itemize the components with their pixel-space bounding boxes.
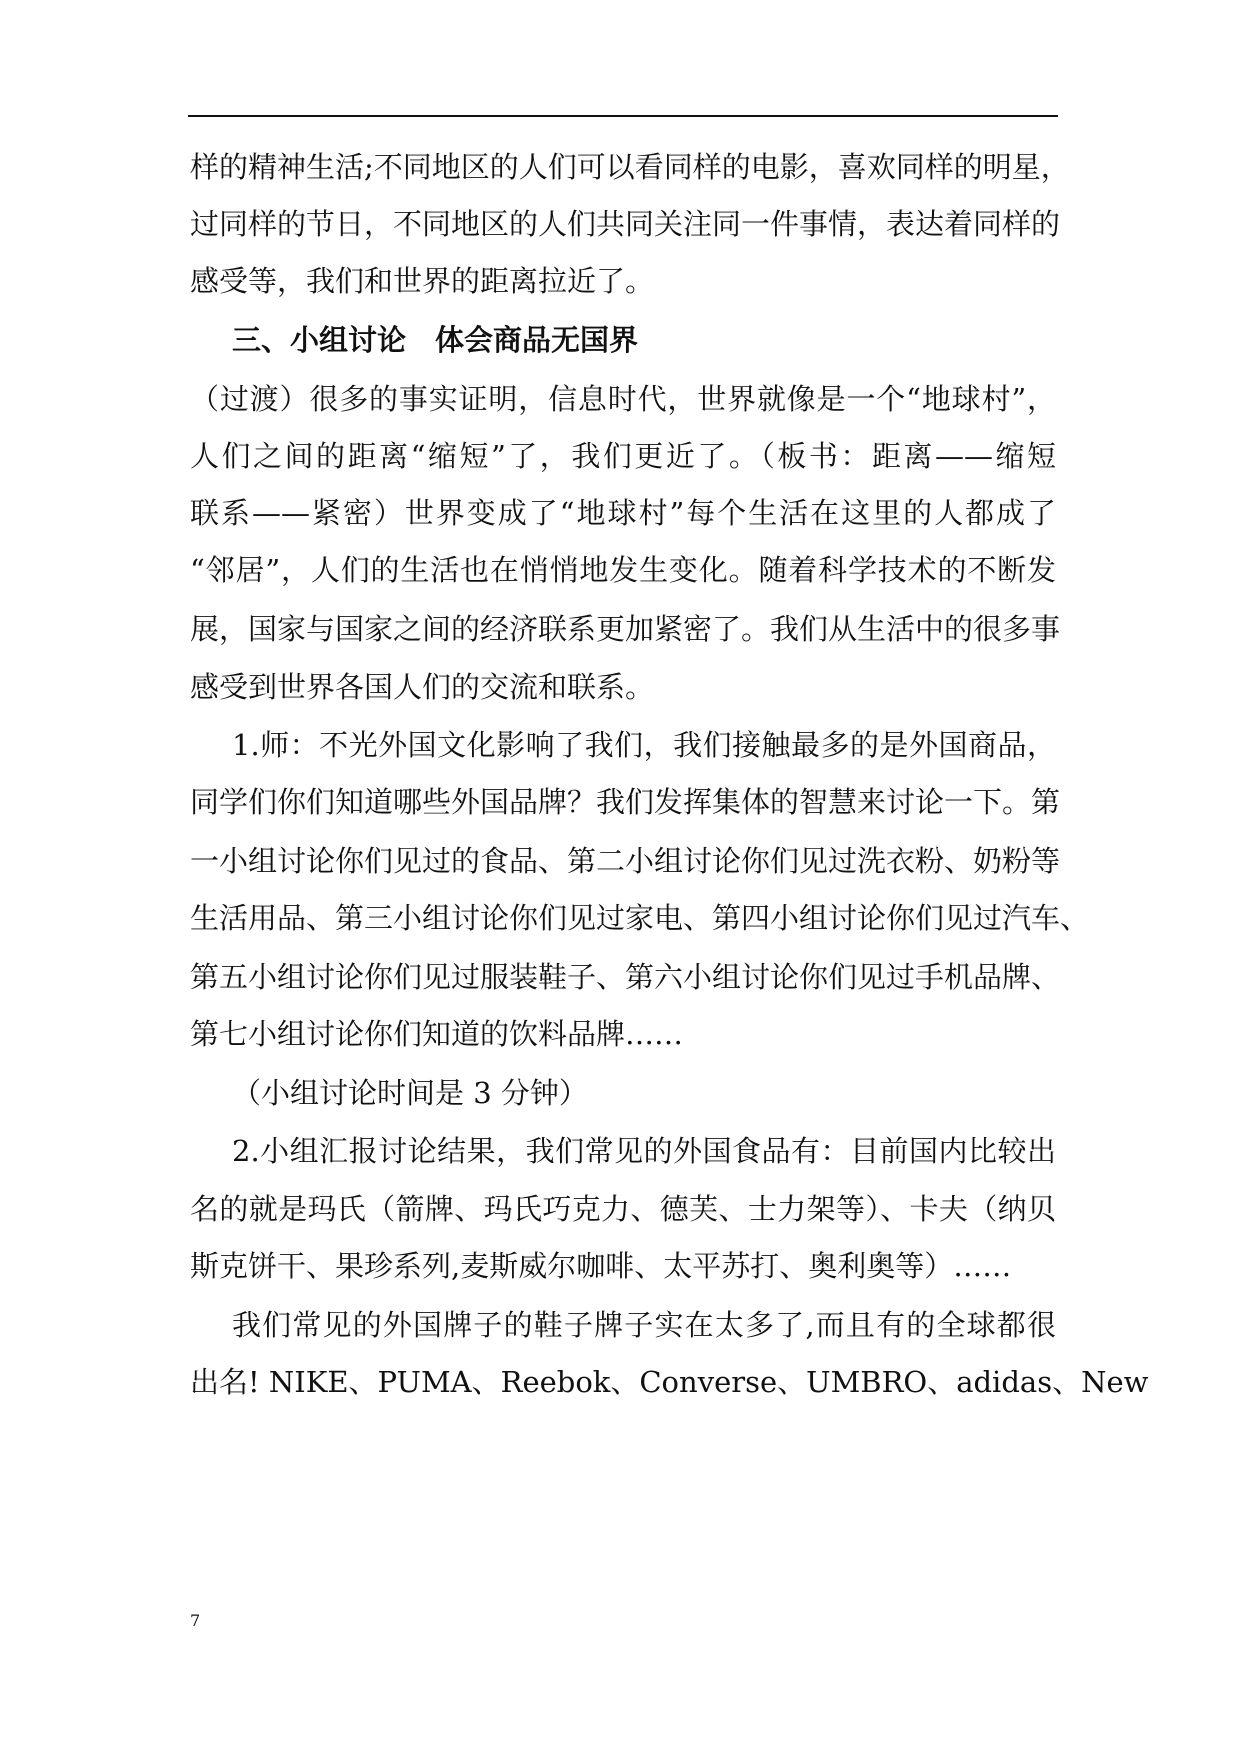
text-line-13: 一小组讨论你们见过的食品、第二小组讨论你们见过洗衣粉、奶粉等 xyxy=(190,844,1061,878)
text-line-12: 同学们你们知道哪些外国品牌？我们发挥集体的智慧来讨论一下。第 xyxy=(190,785,1061,819)
text-line-11: 1.师：不光外国文化影响了我们，我们接触最多的是外国商品， xyxy=(232,728,1056,762)
text-line-17: （小组讨论时间是 3 分钟） xyxy=(232,1076,588,1110)
text-line-21: 我们常见的外国牌子的鞋子牌子实在太多了,而且有的全球都很 xyxy=(232,1308,1056,1342)
text-line-1: 样的精神生活;不同地区的人们可以看同样的电影，喜欢同样的明星， xyxy=(190,150,1070,184)
text-line-3: 感受等，我们和世界的距离拉近了。 xyxy=(190,264,655,298)
page-number: 7 xyxy=(190,1611,201,1630)
text-line-10: 感受到世界各国人们的交流和联系。 xyxy=(190,670,655,704)
header-rule xyxy=(188,115,1058,117)
text-line-2: 过同样的节日，不同地区的人们共同关注同一件事情，表达着同样的 xyxy=(190,207,1061,241)
text-line-7: 联系——紧密）世界变成了“地球村”每个生活在这里的人都成了 xyxy=(190,496,1056,530)
text-line-20: 斯克饼干、果珍系列,麦斯威尔咖啡、太平苏打、奥利奥等）…… xyxy=(190,1249,1012,1283)
text-line-22: 出名! NIKE、PUMA、Reebok、Converse、UMBRO、adidas、New xyxy=(190,1365,1149,1399)
text-line-5: （过渡）很多的事实证明，信息时代，世界就像是一个“地球村”， xyxy=(190,382,1056,416)
text-line-16: 第七小组讨论你们知道的饮料品牌…… xyxy=(190,1017,684,1051)
text-line-6: 人们之间的距离“缩短”了，我们更近了。（板书：距离——缩短 xyxy=(190,439,1056,473)
text-line-8: “邻居”，人们的生活也在悄悄地发生变化。随着科学技术的不断发 xyxy=(190,553,1056,587)
text-line-15: 第五小组讨论你们见过服装鞋子、第六小组讨论你们见过手机品牌、 xyxy=(190,960,1061,994)
text-line-19: 名的就是玛氏（箭牌、玛氏巧克力、德芙、士力架等）、卡夫（纳贝 xyxy=(190,1192,1056,1226)
text-line-18: 2.小组汇报讨论结果，我们常见的外国食品有：目前国内比较出 xyxy=(232,1134,1056,1168)
section-heading: 三、小组讨论 体会商品无国界 xyxy=(232,323,639,357)
text-line-9: 展，国家与国家之间的经济联系更加紧密了。我们从生活中的很多事 xyxy=(190,612,1061,646)
text-line-14: 生活用品、第三小组讨论你们见过家电、第四小组讨论你们见过汽车、 xyxy=(190,901,1090,935)
